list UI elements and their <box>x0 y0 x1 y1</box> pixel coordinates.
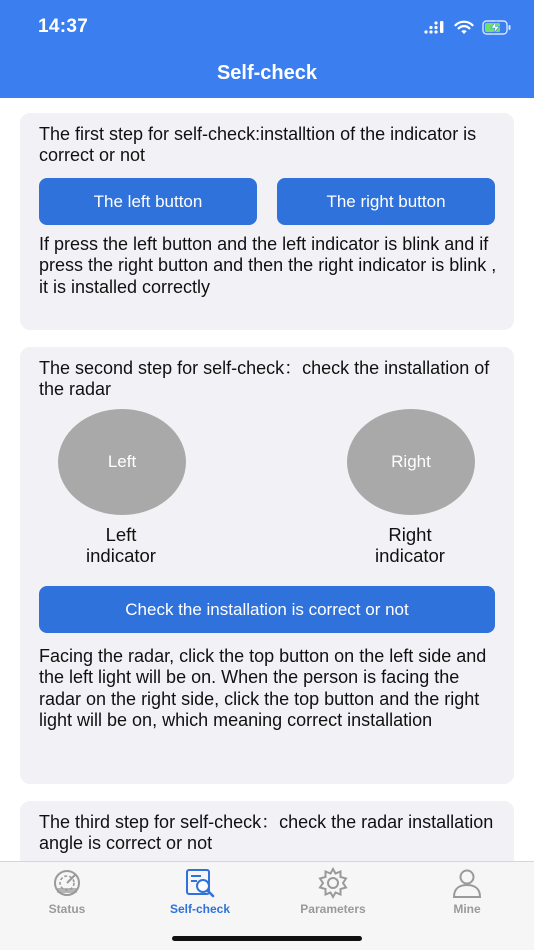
status-icons <box>424 16 512 38</box>
home-indicator <box>172 936 362 941</box>
step2-card <box>20 347 514 784</box>
battery-charging-icon <box>482 20 512 35</box>
tab-status-label: Status <box>48 902 86 916</box>
tab-self-check[interactable] <box>150 866 250 916</box>
step3-card <box>20 801 514 861</box>
tab-parameters-label: Parameters <box>300 902 366 916</box>
tab-mine-label: Mine <box>453 902 481 916</box>
header <box>0 0 534 98</box>
step1-title: The first step for self-check:installtion of the indicator is correct or not <box>39 124 477 166</box>
tab-mine[interactable] <box>417 866 517 916</box>
content-scroll[interactable] <box>0 98 534 861</box>
step3-title: The third step for self-check：check the radar installation angle is correct or not <box>39 812 494 854</box>
status-icon <box>50 866 84 900</box>
step1-card <box>20 113 514 330</box>
step2-description: Facing the radar, click the top button on the left side and the left light will be on. When the person is facing the radar on the right side, click the top button and the right light will be on, which meaning correct installation <box>39 646 487 731</box>
tab-self-check-label: Self-check <box>169 902 231 916</box>
page-title: Self-check <box>216 62 318 84</box>
step1-description: If press the left button and the left indicator is blink and if press the right button and then the right indicator is blink , it is installed correctly <box>39 234 497 297</box>
right-indicator-label: Right indicator <box>375 524 445 566</box>
status-time: 14:37 <box>38 16 89 37</box>
step2-title: The second step for self-check：check the installation of the radar <box>39 358 490 400</box>
self-check-icon <box>183 866 217 900</box>
person-icon <box>450 866 484 900</box>
tab-parameters[interactable] <box>283 866 383 916</box>
right-button[interactable]: The right button <box>277 178 495 225</box>
right-indicator-circle: Right <box>347 409 475 515</box>
left-indicator-circle: Left <box>58 409 186 515</box>
cellular-signal-icon <box>424 20 446 34</box>
wifi-icon <box>454 20 474 35</box>
gear-icon <box>316 866 350 900</box>
left-button[interactable]: The left button <box>39 178 257 225</box>
tab-status[interactable] <box>17 866 117 916</box>
left-indicator-label: Left indicator <box>86 524 156 566</box>
check-installation-button[interactable]: Check the installation is correct or not <box>39 586 495 633</box>
